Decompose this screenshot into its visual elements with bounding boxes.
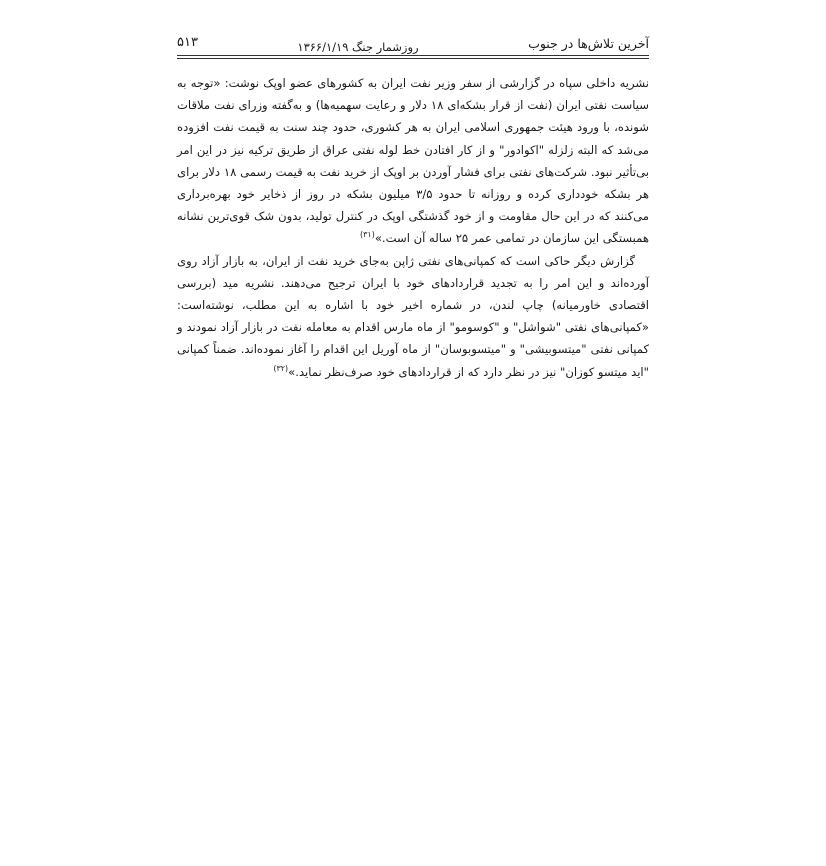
header-rule (177, 55, 649, 59)
footnote-ref-31: (۳۱) (359, 230, 375, 240)
page-header (177, 34, 649, 60)
chapter-title: آخرین تلاش‌ها در جنوب (528, 36, 649, 51)
page-number: ۵۱۳ (177, 35, 198, 50)
paragraph-1-text: نشریه داخلی سپاه در گزارشی از سفر وزیر نفت ایران به کشورهای عضو اوپک نوشت: «توجه به سیاست نفتی ایران (نفت از قرار بشکه‌ای ۱۸ دلار و رعایت سهمیه‌ها) و به‌گفته وزرای نفت ملاقات شونده، با ورود هیئت جمهوری اسلامی ایران به هر کشوری، حدود چند سنت به قیمت نفت افزوده می‌شد که البته زلزله "اکوادور" و از کار افتادن خط لوله نفتی عراق از طریق ترکیه نیز در این امر بی‌تأثیر نبود. شرکت‌های نفتی برای فشار آوردن بر اوپک از خرید نفت به قیمت رسمی ۱۸ دلار برای هر بشکه خودداری کرده و روزانه تا حدود ۳/۵ میلیون بشکه در روز از ذخایر خود بهره‌برداری می‌کنند که در این حال مقاومت و از خود گذشتگی اوپک در کنترل تولید، بدون شک قوی‌ترین نشانه همبستگی این سازمان در تمامی عمر ۲۵ ساله آن است.» (177, 76, 650, 246)
book-page (177, 34, 649, 383)
page-body (177, 72, 649, 383)
paragraph-1 (177, 72, 649, 250)
footnote-ref-32: (۳۲) (273, 363, 289, 373)
paragraph-2 (177, 250, 649, 383)
paragraph-2-text: گزارش دیگر حاکی است که کمپانی‌های نفتی ژاپن به‌جای خرید نفت از ایران، به بازار آزاد روی آورده‌اند و این امر را به تجدید قراردادهای خود با ایران ترجیح می‌دهند. نشریه مید (بررسی اقتصادی خاورمیانه) چاپ لندن، در شماره اخیر خود با اشاره به این مطلب، نوشته‌است: «کمپانی‌های نفتی "شواشل" و "کوسومو" از ماه مارس اقدام به معامله نفت در بازار آزاد نمودند و کمپانی نفتی "میتسوبیشی" و "میتسوبوسان" از ماه آوریل این اقدام را آغاز نموده‌اند. ضمناً کمپانی "اید میتسو کوزان" نیز در نظر دارد که از قراردادهای خود صرف‌نظر نماید.» (177, 253, 649, 379)
running-title: روزشمار جنگ ۱۳۶۶/۱/۱۹ (297, 40, 419, 54)
